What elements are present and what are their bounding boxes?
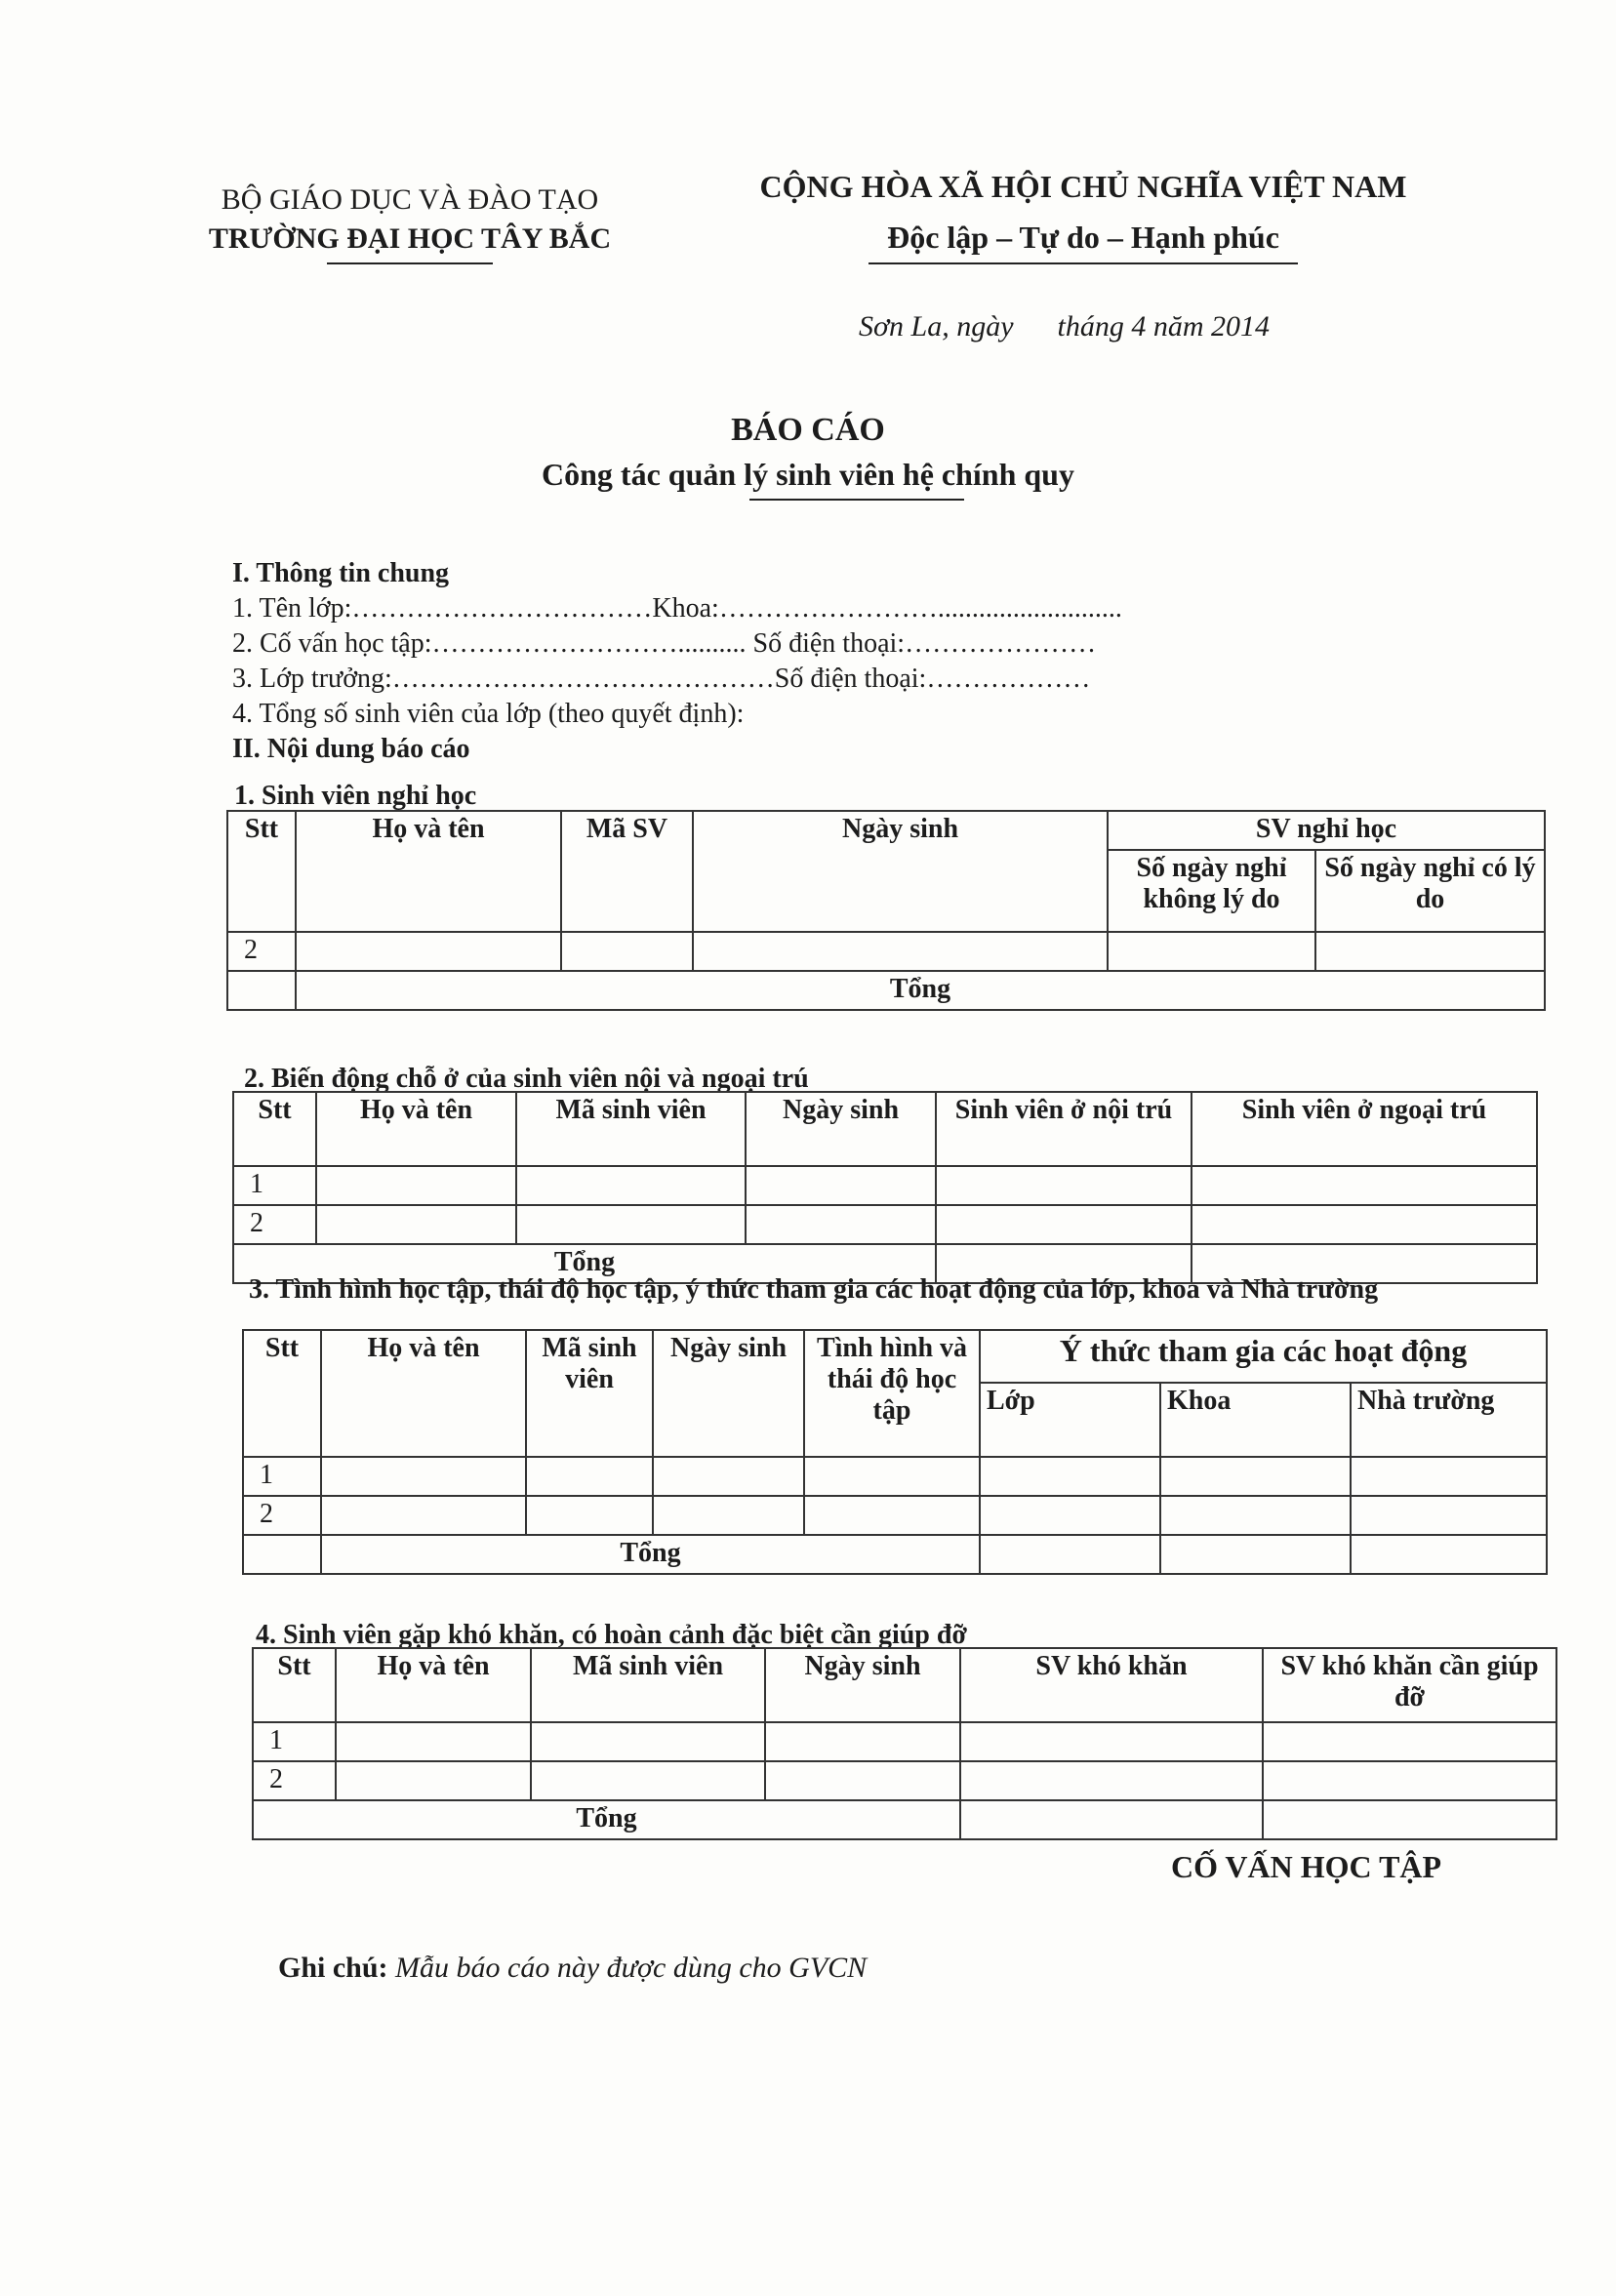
header-cell: Mã sinh viên: [531, 1648, 765, 1722]
cell[interactable]: [1315, 932, 1545, 971]
document-title: BÁO CÁO: [731, 412, 885, 448]
cell[interactable]: [526, 1496, 653, 1535]
table-caption: 2. Biến động chỗ ở của sinh viên nội và ngoại trú: [244, 1064, 809, 1094]
total-label: Tổng: [296, 971, 1545, 1010]
header-cell: Sinh viên ở nội trú: [936, 1092, 1192, 1166]
cell[interactable]: [1263, 1722, 1556, 1761]
cell[interactable]: [321, 1496, 526, 1535]
absence-table: [226, 810, 1546, 1011]
header-cell: Sinh viên ở ngoại trú: [1192, 1092, 1537, 1166]
header-cell: Ngày sinh: [765, 1648, 960, 1722]
header-cell: SV khó khăn cần giúp đỡ: [1263, 1648, 1556, 1722]
cell[interactable]: [321, 1457, 526, 1496]
total-row: [243, 1535, 1547, 1574]
header-cell: Số ngày nghỉ có lý do: [1315, 850, 1545, 932]
subtitle-text: Công tác quản lý sinh viên hệ chính quy: [542, 457, 1074, 492]
cell[interactable]: [1160, 1457, 1351, 1496]
header-cell: Lớp: [980, 1383, 1160, 1457]
cell[interactable]: [746, 1205, 936, 1244]
header-cell: Ngày sinh: [693, 811, 1108, 932]
table-row: [227, 932, 1545, 971]
note-label: Ghi chú:: [278, 1952, 388, 1984]
cell[interactable]: [1263, 1761, 1556, 1800]
table-row: [243, 1457, 1547, 1496]
cell: [980, 1535, 1160, 1574]
student-count-field[interactable]: 4. Tổng số sinh viên của lớp (theo quyết định):: [232, 699, 745, 729]
header-cell: SV nghỉ học: [1108, 811, 1545, 850]
cell: [243, 1535, 321, 1574]
cell[interactable]: [746, 1166, 936, 1205]
header-cell: Ngày sinh: [746, 1092, 936, 1166]
cell[interactable]: [936, 1166, 1192, 1205]
header-cell: Họ và tên: [316, 1092, 516, 1166]
class-name-field[interactable]: 1. Tên lớp:……………………………Khoa:……………………...........................: [232, 593, 1122, 624]
row-number: 2: [253, 1761, 336, 1800]
cell[interactable]: [1351, 1457, 1547, 1496]
monitor-field[interactable]: 3. Lớp trưởng:……………………………………Số điện thoại:………………: [232, 664, 1091, 694]
header-cell: Họ và tên: [296, 811, 561, 932]
note-text: Mẫu báo cáo này được dùng cho GVCN: [395, 1952, 868, 1984]
row-number: 1: [253, 1722, 336, 1761]
cell[interactable]: [1160, 1496, 1351, 1535]
advisor-field[interactable]: 2. Cố vấn học tập:……………………….......... Số điện thoại:…………………: [232, 628, 1097, 659]
cell[interactable]: [316, 1166, 516, 1205]
table-row: [243, 1496, 1547, 1535]
header-cell: Stt: [233, 1092, 316, 1166]
row-number: 2: [227, 932, 296, 971]
header-cell: Họ và tên: [336, 1648, 531, 1722]
cell[interactable]: [1351, 1496, 1547, 1535]
header-cell: Stt: [253, 1648, 336, 1722]
header-cell: Mã sinh viên: [526, 1330, 653, 1457]
header-cell: SV khó khăn: [960, 1648, 1263, 1722]
total-label: Tổng: [253, 1800, 960, 1839]
header-cell: Stt: [227, 811, 296, 932]
university-name: TRƯỜNG ĐẠI HỌC TÂY BẮC: [208, 222, 612, 255]
cell[interactable]: [765, 1761, 960, 1800]
residence-table: [232, 1091, 1538, 1284]
cell: [960, 1800, 1263, 1839]
header-cell: Tình hình và thái độ học tập: [804, 1330, 980, 1457]
header-cell: Stt: [243, 1330, 321, 1457]
total-label: Tổng: [233, 1244, 936, 1283]
cell[interactable]: [653, 1457, 804, 1496]
header-cell: Mã sinh viên: [516, 1092, 746, 1166]
table-row: [253, 1722, 1556, 1761]
cell: [1263, 1800, 1556, 1839]
section-heading: II. Nội dung báo cáo: [232, 734, 470, 764]
cell: [1351, 1535, 1547, 1574]
divider: [869, 262, 1298, 264]
table-row: [233, 1205, 1537, 1244]
row-number: 2: [243, 1496, 321, 1535]
cell[interactable]: [653, 1496, 804, 1535]
cell[interactable]: [1108, 932, 1315, 971]
cell[interactable]: [296, 932, 561, 971]
table-caption: 1. Sinh viên nghỉ học: [234, 781, 477, 811]
general-info: [232, 556, 1122, 767]
country-name: CỘNG HÒA XÃ HỘI CHỦ NGHĨA VIỆT NAM: [759, 169, 1407, 204]
divider: [327, 262, 493, 264]
row-number: 2: [233, 1205, 316, 1244]
cell[interactable]: [561, 932, 693, 971]
hardship-table: [252, 1647, 1557, 1840]
total-row: [253, 1800, 1556, 1839]
cell[interactable]: [1192, 1205, 1537, 1244]
national-motto: Độc lập – Tự do – Hạnh phúc: [887, 220, 1279, 255]
cell[interactable]: [336, 1722, 531, 1761]
total-row: [227, 971, 1545, 1010]
cell[interactable]: [960, 1761, 1263, 1800]
cell[interactable]: [980, 1496, 1160, 1535]
divider: [749, 499, 964, 501]
cell[interactable]: [531, 1722, 765, 1761]
table-caption: 4. Sinh viên gặp khó khăn, có hoàn cảnh đặc biệt cần giúp đỡ: [256, 1620, 967, 1650]
activity-table: [242, 1329, 1548, 1575]
cell[interactable]: [693, 932, 1108, 971]
header-cell: Họ và tên: [321, 1330, 526, 1457]
cell[interactable]: [765, 1722, 960, 1761]
cell: [227, 971, 296, 1010]
cell[interactable]: [516, 1205, 746, 1244]
table-row: [233, 1166, 1537, 1205]
cell[interactable]: [526, 1457, 653, 1496]
cell: [1160, 1535, 1351, 1574]
header-cell: Mã SV: [561, 811, 693, 932]
header-cell: Nhà trường: [1351, 1383, 1547, 1457]
cell[interactable]: [804, 1496, 980, 1535]
ministry-name: BỘ GIÁO DỤC VÀ ĐÀO TẠO: [221, 183, 599, 216]
header-cell: Số ngày nghỉ không lý do: [1108, 850, 1315, 932]
cell[interactable]: [960, 1722, 1263, 1761]
cell[interactable]: [531, 1761, 765, 1800]
cell[interactable]: [316, 1205, 516, 1244]
date-line: Sơn La, ngày tháng 4 năm 2014: [859, 310, 1271, 342]
row-number: 1: [233, 1166, 316, 1205]
header-right: [703, 161, 1464, 264]
cell[interactable]: [980, 1457, 1160, 1496]
row-number: 1: [243, 1457, 321, 1496]
section-heading: I. Thông tin chung: [232, 558, 450, 588]
total-label: Tổng: [321, 1535, 980, 1574]
table-row: [253, 1761, 1556, 1800]
cell[interactable]: [1192, 1166, 1537, 1205]
cell[interactable]: [936, 1205, 1192, 1244]
cell[interactable]: [516, 1166, 746, 1205]
table-caption: 3. Tình hình học tập, thái độ học tập, ý thức tham gia các hoạt động của lớp, khoa và Nhà trường: [249, 1274, 1379, 1305]
document-subtitle: [0, 457, 1616, 501]
header-cell: Ngày sinh: [653, 1330, 804, 1457]
header-left: [181, 181, 639, 264]
header-cell: Ý thức tham gia các hoạt động: [980, 1330, 1547, 1383]
cell[interactable]: [336, 1761, 531, 1800]
cell[interactable]: [804, 1457, 980, 1496]
signer-title: CỐ VẤN HỌC TẬP: [1171, 1849, 1442, 1884]
header-cell: Khoa: [1160, 1383, 1351, 1457]
footnote: [278, 1952, 867, 1985]
